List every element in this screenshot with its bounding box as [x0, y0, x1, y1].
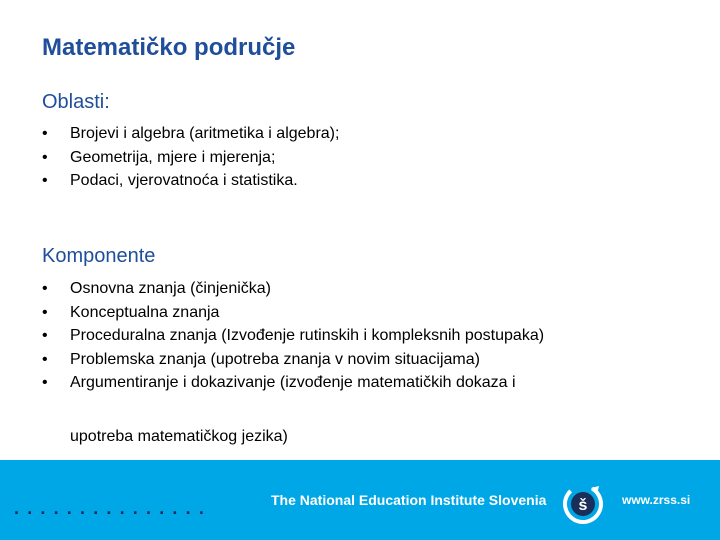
komponente-list	[42, 277, 544, 395]
list-item	[42, 324, 544, 348]
slide-title: Matematičko područje	[42, 34, 296, 61]
institute-name: The National Education Institute Slovenia	[271, 492, 547, 508]
komponente-heading: Komponente	[42, 245, 156, 267]
list-item	[42, 348, 544, 372]
bullet-icon: •	[42, 303, 48, 321]
bullet-icon: •	[42, 148, 48, 166]
list-item-text: Argumentiranje i dokazivanje (izvođenje matematičkih dokaza i	[70, 374, 516, 391]
zrss-logo-icon	[561, 482, 605, 526]
list-item	[42, 122, 339, 146]
list-item-text: Brojevi i algebra (aritmetika i algebra);	[70, 125, 340, 142]
list-item	[42, 146, 339, 170]
list-item-text: Osnovna znanja (činjenička)	[70, 280, 271, 297]
list-item	[42, 277, 544, 301]
list-item	[42, 169, 339, 193]
list-item-continuation: upotreba matematičkog jezika)	[70, 428, 288, 445]
footer-banner	[0, 460, 720, 540]
bullet-icon: •	[42, 125, 48, 142]
list-item	[42, 301, 544, 325]
bullet-icon: •	[42, 172, 48, 189]
list-item-text: Podaci, vjerovatnoća i statistika.	[70, 172, 298, 189]
list-item	[42, 371, 544, 395]
list-item-text: Proceduralna znanja (Izvođenje rutinskih i kompleksnih postupaka)	[70, 327, 545, 344]
website-link[interactable]: www.zrss.si	[622, 493, 691, 507]
bullet-icon: •	[42, 374, 48, 391]
list-item-text: Konceptualna znanja	[70, 303, 220, 321]
oblasti-list	[42, 122, 339, 193]
footer-dots: ...............	[14, 498, 213, 518]
bullet-icon: •	[42, 280, 48, 297]
oblasti-heading: Oblasti:	[42, 91, 110, 113]
list-item-text: Geometrija, mjere i mjerenja;	[70, 148, 276, 166]
svg-text:š: š	[578, 497, 588, 514]
bullet-icon: •	[42, 327, 48, 344]
list-item-text: Problemska znanja (upotreba znanja v novim situacijama)	[70, 350, 480, 368]
bullet-icon: •	[42, 350, 48, 368]
